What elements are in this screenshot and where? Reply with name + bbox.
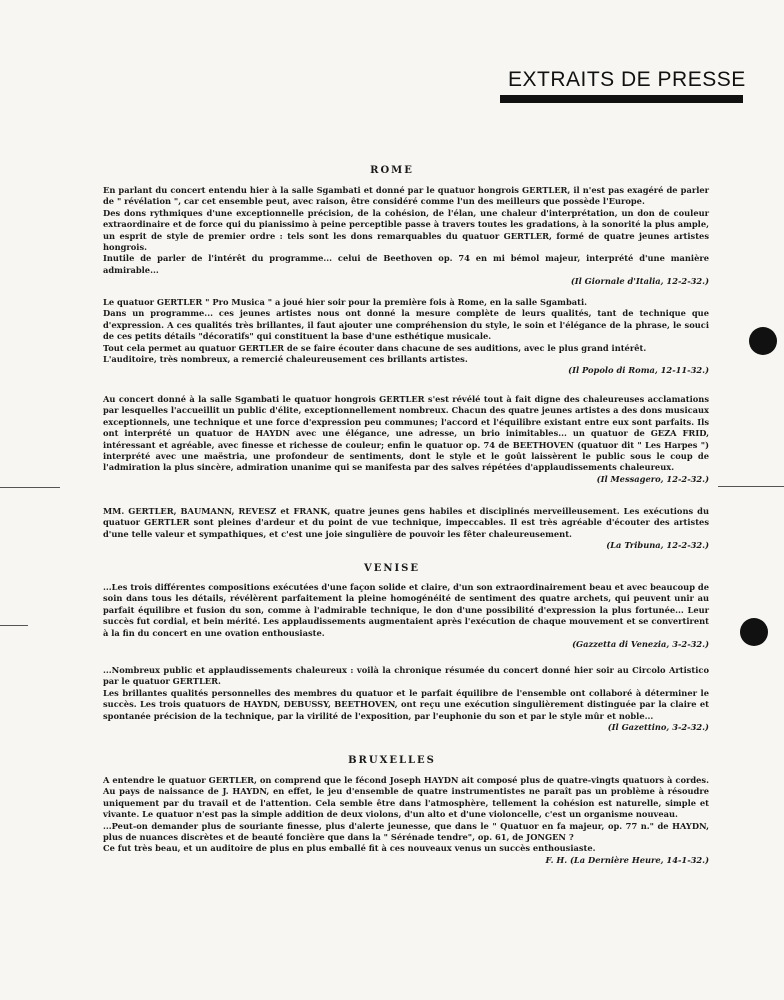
press-article xyxy=(103,394,709,485)
page-title: EXTRAITS DE PRESSE xyxy=(508,68,746,91)
article-source: (Il Messagero, 12-2-32.) xyxy=(596,473,709,484)
article-paragraph: ...Les trois différentes compositions exécutées d'une façon solide et claire, d'un son extraordinairement beau et avec beaucoup de soin dans tous les détails, révélèrent parfaitement la pleine homogénéité de sentiment des quatre archets, qui peuvent unir au parfait équilibre et fusion du son, comme à l'admirable technique, le don d'une possibilité d'expression la plus fortunée... Leur succès fut cordial, et bein mérité. Les applaudissements augmentaient après l'exécution de chaque mouvement et se convertirent à la fin du concert en une ovation enthousiaste. xyxy=(103,582,709,638)
article-source: (La Tribuna, 12-2-32.) xyxy=(606,540,709,551)
article-paragraph: L'auditoire, très nombreux, a remercié chaleureusement ces brillants artistes. xyxy=(103,354,468,365)
article-paragraph: Ce fut très beau, et un auditoire de plus en plus emballé fit à ces nouveaux venus un succès enthousiaste. xyxy=(103,843,596,854)
section-heading-bruxelles: BRUXELLES xyxy=(348,755,436,766)
article-paragraph: Le quatuor GERTLER " Pro Musica " a joué hier soir pour la première fois à Rome, en la salle Sgambati. xyxy=(103,297,588,307)
article-paragraph: En parlant du concert entendu hier à la salle Sgambati et donné par le quatuor hongrois GERTLER, il n'est pas exagéré de parler de " révélation ", car cet ensemble peut, avec raison, être considéré comme l'un des meilleurs que possède l'Europe. xyxy=(103,185,709,207)
edge-mark xyxy=(0,487,60,488)
article-paragraph: MM. GERTLER, BAUMANN, REVESZ et FRANK, quatre jeunes gens habiles et disciplinés merveilleusement. Les exécutions du quatuor GERTLER sont pleines d'ardeur et du point de vue technique, impeccables. Il est très agréable d'écouter des artistes d'une telle valeur et sympathiques, et c'est une joie singulière de pouvoir les fêter chaleureusement. xyxy=(103,506,709,539)
article-source: (Il Giornale d'Italia, 12-2-32.) xyxy=(570,276,709,287)
article-paragraph: Des dons rythmiques d'une exceptionnelle précision, de la cohésion, de l'élan, une chaleur d'interprétation, un don de couleur extraordinaire et de force qui du pianissimo à peine perceptible passe à travers toutes les gradations, à la sonorité la plus ample, un esprit de style de premier ordre : tels sont les dons remarquables du quatuor GERTLER, formé de quatre jeunes artistes hongrois. xyxy=(103,207,709,253)
press-article xyxy=(103,665,709,733)
article-paragraph: A entendre le quatuor GERTLER, on comprend que le fécond Joseph HAYDN ait composé plus de quatre-vingts quatuors à cordes. Au pays de naissance de J. HAYDN, en effet, le jeu d'ensemble de quatre instrumentistes ne paraît pas un problème à résoudre uniquement par du travail et de l'attention. Cela semble être dans l'atmosphère, tellement la cohésion est naturelle, simple et vivante. Le quatuor n'est pas la simple addition de deux violons, d'un alto et d'une violoncelle, c'est un organisme nouveau. xyxy=(103,775,709,820)
press-article xyxy=(103,775,709,866)
section-heading-rome: ROME xyxy=(370,165,414,176)
press-article xyxy=(103,297,709,377)
article-source: (Il Gazettino, 3-2-32.) xyxy=(607,722,709,733)
article-source: F. H. (La Dernière Heure, 14-1-32.) xyxy=(545,854,709,865)
article-source: (Il Popolo di Roma, 12-11-32.) xyxy=(568,365,709,376)
press-article xyxy=(103,582,709,650)
article-source: (Gazzetta di Venezia, 3-2-32.) xyxy=(572,639,709,650)
article-paragraph: Tout cela permet au quatuor GERTLER de se faire écouter dans chacune de ses auditions, avec le plus grand intérêt. xyxy=(103,342,647,353)
article-paragraph: ...Peut-on demander plus de souriante finesse, plus d'alerte jeunesse, que dans le " Quatuor en fa majeur, op. 77 n." de HAYDN, plus de nuances discrètes et de beauté foncière que dans la " Sérénade tendre", op. 61, de JONGEN ? xyxy=(103,820,709,843)
edge-mark xyxy=(718,486,784,487)
article-paragraph: Les brillantes qualités personnelles des membres du quatuor et le parfait équilibre de l'ensemble ont collaboré à déterminer le succès. Les trois quatuors de HAYDN, DEBUSSY, BEETHOVEN, ont reçu une exécution singulièrement distinguée par la claire et spontanée précision de la technique, par la virilité de l'exposition, par l'euphonie du son et par le style mûr et noble... xyxy=(103,687,709,721)
article-paragraph: ...Nombreux public et applaudissements chaleureux : voilà la chronique résumée du concert donné hier soir au Circolo Artistico par le quatuor GERTLER. xyxy=(103,665,709,687)
article-paragraph: Au concert donné à la salle Sgambati le quatuor hongrois GERTLER s'est révélé tout à fait digne des chaleureuses acclamations par lesquelles l'accueillit un public d'élite, exceptionnellement nombreux. Chacun des quatre jeunes artistes a des dons musicaux exceptionnels, une technique et une force d'expression peu communes; l'accord et l'équilibre existant entre eux sont parfaits. Ils ont interprété un quatuor de HAYDN avec une élégance, une adresse, un brio inimitables... un quatuor de GEZA FRID, intéressant et agréable, avec finesse et richesse de couleur; enfin le quatuor op. 74 de BEETHOVEN (quatuor dit " Les Harpes ") interprété avec une maëstria, une profondeur de sentiments, dont le style et le goût laissèrent le public sous le coup de l'admiration la plus sincère, admiration unanime qui se manifesta par des salves répétées d'applaudissements chaleureux. xyxy=(103,394,709,473)
binder-hole-icon xyxy=(740,618,768,646)
binder-hole-icon xyxy=(749,327,777,355)
press-article xyxy=(103,506,709,552)
section-heading-venise: VENISE xyxy=(363,563,421,574)
edge-mark xyxy=(0,625,28,626)
article-paragraph: Inutile de parler de l'intérêt du programme... celui de Beethoven op. 74 en mi bémol majeur, interprété d'une manière admirable... xyxy=(103,253,709,275)
title-underline-bar xyxy=(500,95,743,103)
press-article xyxy=(103,185,709,288)
article-paragraph: Dans un programme... ces jeunes artistes nous ont donné la mesure complète de leurs qualités, tant de technique que d'expression. A ces qualités très brillantes, il faut ajouter une compréhension du style, le soin et l'élégance de la phrase, le souci de ces petits détails "décoratifs" qui constituent la base d'une esthétique musicale. xyxy=(103,308,709,342)
